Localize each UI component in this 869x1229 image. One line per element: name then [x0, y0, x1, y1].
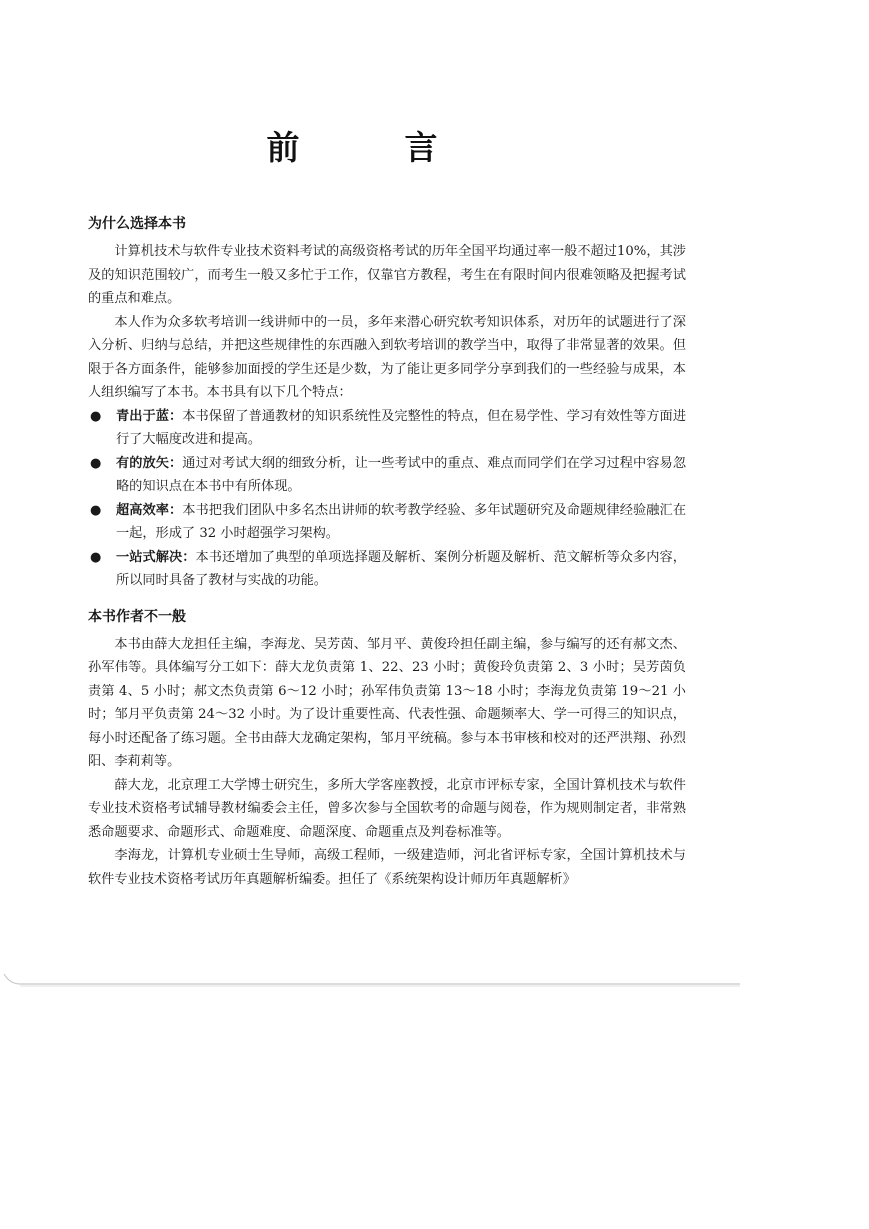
- feature-text: 本书保留了普通教材的知识系统性及完整性的特点，但在易学性、学习有效性等方面进行了大幅度改进和提高。: [116, 408, 687, 447]
- scan-edge-line: [0, 972, 740, 988]
- paragraph: 本书由薛大龙担任主编，李海龙、吴芳茵、邹月平、黄俊玲担任副主编，参与编写的还有郝文杰、孙军伟等。具体编写分工如下：薛大龙负责第 1、22、23 小时；黄俊玲负责第 2、3 小时；吴芳茵负责第 4、5 小时；郝文杰负责第 6～12 小时；孙军伟负责第 13～18 小时；李海龙负责第 19～21 小时；邹月平负责第 24～32 小时。为了设计重要性高、代表性强、命题频率大、学一可得三的知识点，每小时还配备了练习题。全书由薛大龙确定架构，邹月平统稿。参与本书审核和校对的还严洪翔、孙烈阳、李莉莉等。: [88, 636, 686, 769]
- feature-item: [88, 546, 686, 593]
- feature-title: 一站式解决：: [116, 549, 196, 565]
- bullet-icon: ●: [90, 502, 102, 518]
- bullet-icon: ●: [90, 408, 102, 424]
- feature-title: 有的放矢：: [116, 455, 183, 471]
- feature-list: [88, 405, 686, 593]
- feature-item: [88, 499, 686, 546]
- section-heading-why: 为什么选择本书: [88, 216, 186, 232]
- paragraph: 本人作为众多软考培训一线讲师中的一员，多年来潜心研究软考知识体系，对历年的试题进行了深入分析、归纳与总结，并把这些规律性的东西融入到软考培训的教学当中，取得了非常显著的效果。但限于各方面条件，能够参加面授的学生还是少数，为了能让更多同学分享到我们的一些经验与成果，本人组织编写了本书。本书具有以下几个特点：: [88, 314, 686, 400]
- bullet-icon: ●: [90, 455, 102, 471]
- paragraph: 薛大龙，北京理工大学博士研究生，多所大学客座教授，北京市评标专家，全国计算机技术与软件专业技术资格考试辅导教材编委会主任，曾多次参与全国软考的命题与阅卷，作为规则制定者，非常熟悉命题要求、命题形式、命题难度、命题深度、命题重点及判卷标准等。: [88, 777, 686, 840]
- bullet-icon: ●: [90, 549, 102, 565]
- feature-title: 青出于蓝：: [116, 408, 183, 424]
- feature-item: [88, 452, 686, 499]
- page-title: 前 言: [266, 128, 474, 167]
- section-heading-authors: 本书作者不一般: [88, 608, 186, 625]
- page-content: [88, 212, 686, 891]
- paragraph: 计算机技术与软件专业技术资料考试的高级资格考试的历年全国平均通过率一般不超过10%，其涉及的知识范围较广，而考生一般又多忙于工作，仅靠官方教程，考生在有限时间内很难领略及把握考试的重点和难点。: [88, 244, 686, 306]
- feature-title: 超高效率：: [116, 502, 183, 518]
- feature-text: 通过对考试大纲的细致分析，让一些考试中的重点、难点而同学们在学习过程中容易忽略的知识点在本书中有所体现。: [116, 455, 687, 494]
- feature-item: [88, 405, 686, 452]
- feature-text: 本书还增加了典型的单项选择题及解析、案例分析题及解析、范文解析等众多内容，所以同时具备了教材与实战的功能。: [116, 549, 686, 588]
- feature-text: 本书把我们团队中多名杰出讲师的软考教学经验、多年试题研究及命题规律经验融汇在一起，形成了 32 小时超强学习架构。: [116, 502, 687, 541]
- paragraph: 李海龙，计算机专业硕士生导师，高级工程师，一级建造师，河北省评标专家，全国计算机技术与软件专业技术资格考试历年真题解析编委。担任了《系统架构设计师历年真题解析》: [88, 848, 686, 887]
